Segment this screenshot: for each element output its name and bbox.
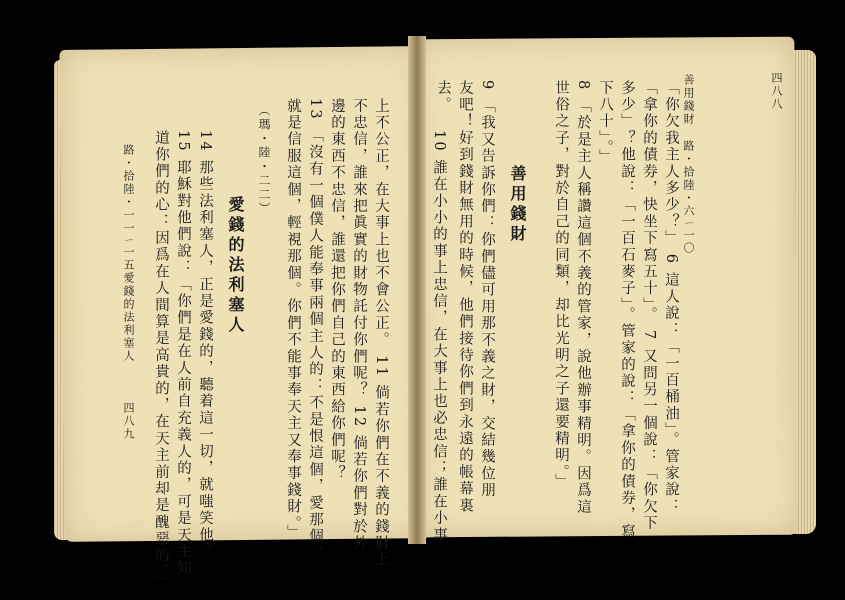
- left-page-number: 四八九: [122, 402, 135, 441]
- left-text-line: 不忠信，誰來把眞實的財物託付你們呢？ 12 倘若你們對於外: [351, 98, 367, 552]
- left-running-ref: 路・拾陸・一一ㄧ一五: [122, 144, 135, 272]
- right-text-line: 友吧！好到錢財無用的時候，他們接待你們到永遠的帳幕裏: [457, 80, 473, 515]
- cross-reference: （瑪・陸・二二）: [257, 104, 271, 216]
- right-text-line: 下八十」。」: [597, 80, 613, 166]
- right-text-line: 多少」？他說：「一百石麥子」。管家的說：「拿你的債券，寫: [619, 80, 635, 541]
- left-text-line: 就是信服這個，輕視那個。你們不能事奉天主又奉事錢財。」: [285, 98, 301, 542]
- left-text-line: 上不公正，在大事上也不會公正。 11 倘若你們在不義的錢財上: [373, 98, 389, 569]
- left-text-line: 道你們的心：因爲在人間算是高貴的，在天主前却是醜惡的。」: [153, 130, 169, 591]
- right-running-ref: 路・拾陸・六ㄧ一〇: [682, 140, 695, 255]
- book-spine: [408, 36, 426, 544]
- left-section-heading: 愛錢的法利塞人: [226, 196, 245, 336]
- left-text-line: 15 耶穌對他們說：「你們是在人前自充義人的，可是天主知: [175, 130, 191, 578]
- left-text-line: 14 那些法利塞人，正是愛錢的，聽着這一切，就嗤笑他。: [197, 130, 213, 561]
- right-text-line: 世俗之子，對於自己的同類，却比光明之子還要精明。」: [553, 80, 569, 491]
- left-running-title: 愛錢的法利塞人: [122, 272, 135, 363]
- right-section-heading: 善用錢財: [508, 165, 527, 245]
- left-text-line: 13 「沒有一個僕人能奉事兩個主人的：不是恨這個，愛那個，: [307, 98, 323, 562]
- right-text-line: 10 誰在小小的事上忠信，在大事上也必忠信；誰在小事: [431, 130, 447, 544]
- right-text-line: 9 「我又告訴你們：你們儘可用那不義之財，交結幾位朋: [479, 80, 495, 500]
- right-text-line: 「你欠我主人多少？」 6 這人說：「一百桶油」。管家說：: [663, 80, 679, 516]
- right-text-line: 去。: [435, 80, 451, 114]
- right-text-line: 8 「於是主人稱讚這個不義的管家，說他辦事精明。因爲這: [575, 80, 591, 516]
- right-text-line: 「拿你的債券，快坐下寫五十」。 7 又問另一個說：「你欠下: [641, 80, 657, 532]
- left-text-line: 邊的東西不忠信，誰還把你們自己的東西給你們呢？: [329, 98, 345, 483]
- right-page-number: 四八八: [770, 72, 783, 111]
- right-running-title: 善用錢財: [682, 74, 695, 126]
